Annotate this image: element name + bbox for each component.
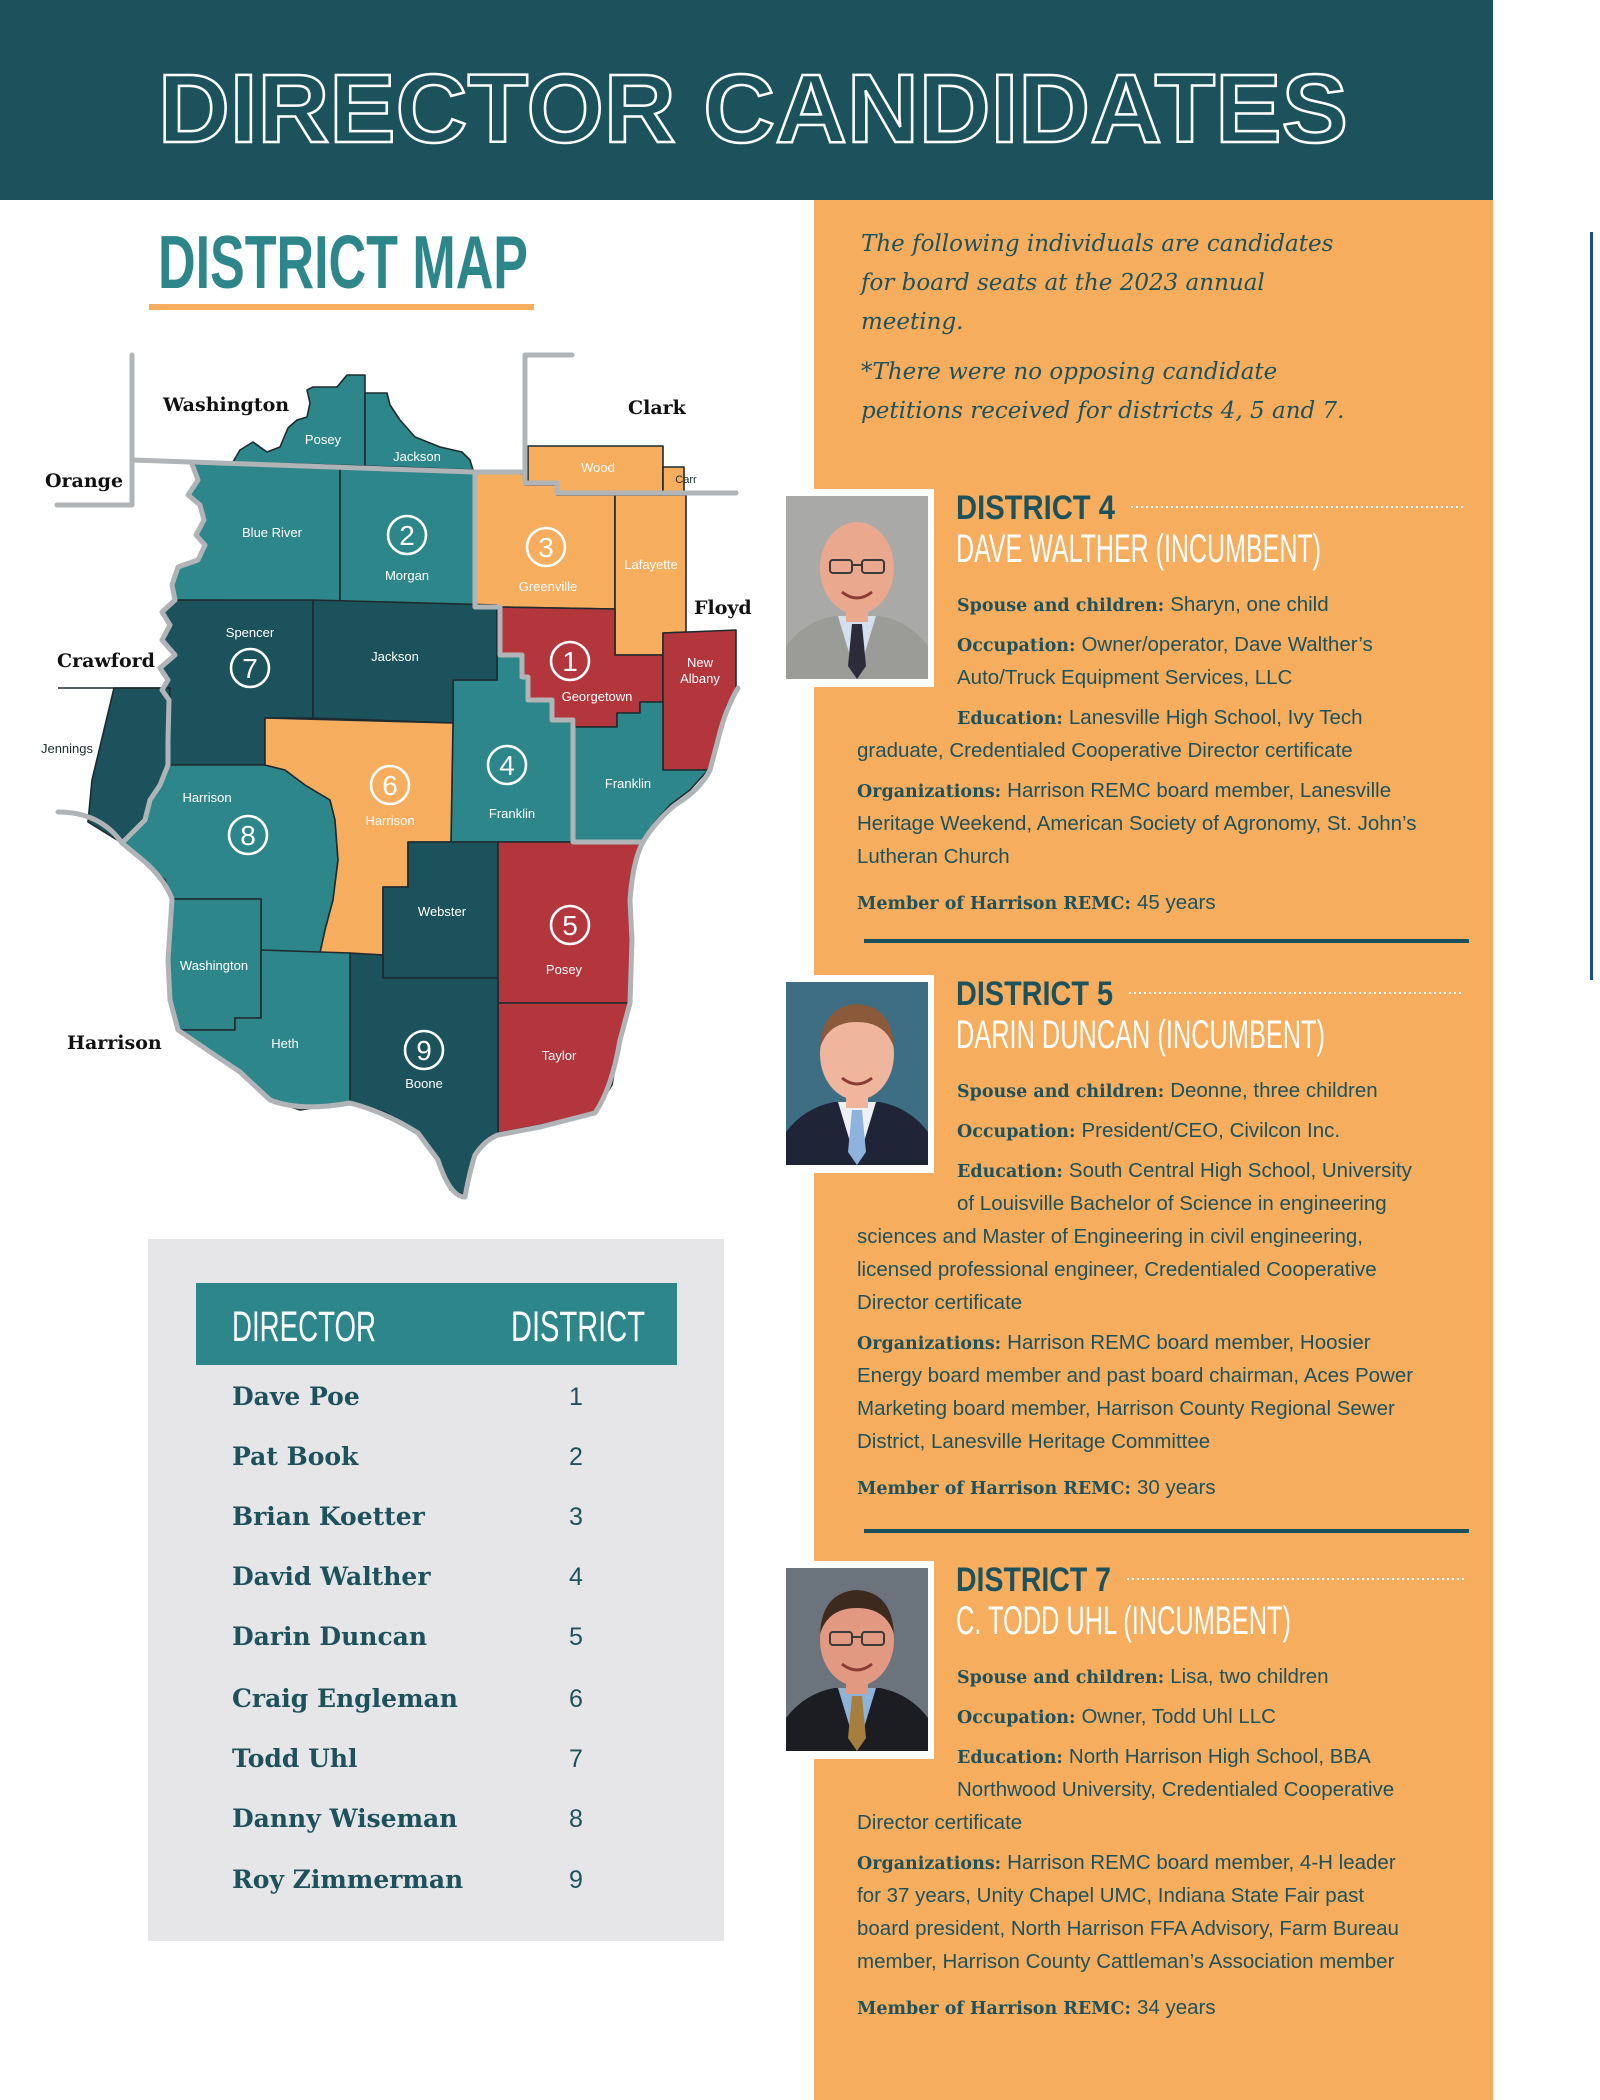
candidate-detail-line	[957, 1154, 1412, 1187]
candidate-detail-value: licensed professional engineer, Credentialed Cooperative	[857, 1257, 1377, 1281]
candidate-detail-value: District, Lanesville Heritage Committee	[857, 1429, 1211, 1453]
candidate-detail-value: Lisa, two children	[1170, 1664, 1329, 1688]
map-region-lafayette	[615, 495, 686, 655]
district-map-title: DISTRICT MAP	[158, 220, 528, 304]
table-header-row	[196, 1283, 677, 1365]
candidate-detail-value: board president, North Harrison FFA Advisory, Farm Bureau	[857, 1916, 1399, 1940]
district-number-9: 9	[416, 1035, 432, 1066]
table-row-name: Dave Poe	[232, 1382, 360, 1411]
candidate-detail-value: Deonne, three children	[1170, 1078, 1378, 1102]
township-blue-river: Blue River	[242, 525, 302, 540]
township-carr: Carr	[675, 474, 697, 486]
candidate-detail-value: 45 years	[1136, 890, 1216, 914]
candidate-detail-line	[857, 1253, 1377, 1286]
candidate-detail-value: Owner, Todd Uhl LLC	[1081, 1704, 1276, 1728]
candidate-detail-label: Education:	[957, 708, 1063, 729]
candidate-detail-line	[957, 1740, 1371, 1773]
candidate-detail-value: for 37 years, Unity Chapel UMC, Indiana State Fair past	[857, 1883, 1365, 1907]
candidate-detail-value: Harrison REMC board member, 4-H leader	[1007, 1850, 1396, 1874]
township-boone: Boone	[405, 1076, 443, 1091]
candidate-photo	[780, 975, 934, 1173]
candidate-detail-line	[857, 734, 1353, 767]
table-row-district: 5	[569, 1623, 583, 1651]
candidate-detail-label: Member of Harrison REMC:	[857, 893, 1131, 914]
candidate-detail-label: Education:	[957, 1161, 1063, 1182]
candidate-detail-value: North Harrison High School, BBA	[1068, 1744, 1371, 1768]
candidate-detail-line	[857, 1912, 1399, 1945]
township-jackson: Jackson	[371, 649, 419, 664]
candidate-detail-line	[957, 701, 1363, 734]
candidate-detail-value: 30 years	[1136, 1475, 1216, 1499]
candidate-detail-value: Sharyn, one child	[1170, 592, 1329, 616]
candidate-detail-line	[857, 886, 1216, 919]
map-region-posey-north	[233, 375, 365, 466]
township-posey-north: Posey	[304, 432, 342, 447]
candidate-detail-value: Owner/operator, Dave Walther’s	[1081, 632, 1373, 656]
candidate-name: DARIN DUNCAN (INCUMBENT)	[956, 1013, 1325, 1057]
intro-text-line: for board seats at the 2023 annual	[861, 270, 1265, 296]
candidate-detail-value: Director certificate	[857, 1290, 1023, 1314]
candidate-detail-value: Heritage Weekend, American Society of Agronomy, St. John’s	[857, 811, 1417, 835]
township-spencer: Spencer	[225, 625, 275, 640]
candidate-detail-value: Energy board member and past board chairman, Aces Power	[857, 1363, 1414, 1387]
candidate-detail-label: Organizations:	[857, 1333, 1002, 1354]
candidate-name: C. TODD UHL (INCUMBENT)	[956, 1599, 1291, 1643]
candidate-detail-line	[857, 1806, 1022, 1839]
township-harrison-8: Harrison	[182, 790, 232, 805]
candidate-detail-line	[957, 1114, 1340, 1147]
table-row-name: Craig Engleman	[232, 1684, 458, 1713]
map-region-taylor	[498, 1003, 630, 1133]
candidate-detail-value: President/CEO, Civilcon Inc.	[1081, 1118, 1341, 1142]
candidate-heading	[940, 968, 1480, 1063]
county-label-orange: Orange	[45, 470, 124, 492]
candidate-detail-label: Occupation:	[957, 635, 1076, 656]
candidate-detail-line	[957, 1187, 1387, 1220]
candidate-detail-label: Occupation:	[957, 1707, 1076, 1728]
candidate-detail-line	[857, 1879, 1364, 1912]
candidate-detail-line	[857, 1326, 1371, 1359]
candidate-detail-line	[857, 1846, 1396, 1879]
table-row-district: 7	[569, 1745, 583, 1773]
candidate-detail-line	[957, 1700, 1276, 1733]
intro-note-line: petitions received for districts 4, 5 and 7.	[861, 398, 1345, 424]
candidate-photo	[780, 1561, 934, 1759]
district-number-7: 7	[242, 653, 258, 684]
candidate-detail-value: South Central High School, University	[1068, 1158, 1412, 1182]
margin-rule	[1590, 232, 1593, 980]
page-title: DIRECTOR CANDIDATES	[158, 54, 1349, 163]
candidate-detail-value: member, Harrison County Cattleman’s Association member	[857, 1949, 1395, 1973]
candidate-detail-value: Harrison REMC board member, Lanesville	[1007, 778, 1392, 802]
table-row-name: Danny Wiseman	[232, 1804, 458, 1833]
candidate-detail-value: Director certificate	[857, 1810, 1023, 1834]
township-posey-5: Posey	[545, 962, 583, 977]
candidate-detail-value: Lanesville High School, Ivy Tech	[1068, 705, 1363, 729]
candidate-detail-line	[857, 1286, 1022, 1319]
candidate-detail-label: Spouse and children:	[957, 1081, 1165, 1102]
candidate-detail-line	[857, 1220, 1363, 1253]
county-label-harrison: Harrison	[67, 1032, 162, 1054]
candidate-detail-label: Spouse and children:	[957, 595, 1165, 616]
candidate-detail-value: Marketing board member, Harrison County Regional Sewer	[857, 1396, 1395, 1420]
township-georgetown: Georgetown	[561, 689, 633, 704]
candidate-detail-value: Harrison REMC board member, Hoosier	[1007, 1330, 1371, 1354]
township-franklin-4: Franklin	[488, 806, 536, 821]
candidate-detail-label: Spouse and children:	[957, 1667, 1165, 1688]
candidate-detail-value: graduate, Credentialed Cooperative Director certificate	[857, 738, 1353, 762]
district-number-5: 5	[562, 910, 578, 941]
candidate-detail-line	[957, 588, 1329, 621]
candidate-detail-line	[857, 1425, 1210, 1458]
district-map	[0, 0, 760, 1220]
candidate-detail-line	[857, 1471, 1216, 1504]
table-row-name: Darin Duncan	[232, 1622, 428, 1651]
candidate-detail-value: 34 years	[1136, 1995, 1216, 2019]
table-row-district: 3	[569, 1503, 583, 1531]
candidate-district-label: DISTRICT 5	[956, 975, 1113, 1013]
candidate-detail-value: Lutheran Church	[857, 844, 1010, 868]
table-row-name: David Walther	[232, 1562, 431, 1591]
district-number-4: 4	[499, 750, 515, 781]
candidate-detail-line	[957, 1074, 1378, 1107]
candidate-detail-value: Auto/Truck Equipment Services, LLC	[957, 665, 1293, 689]
candidate-detail-value: of Louisville Bachelor of Science in engineering	[957, 1191, 1387, 1215]
county-label-clark: Clark	[628, 397, 686, 419]
intro-text-line: meeting.	[861, 309, 964, 335]
intro-note-line: *There were no opposing candidate	[861, 359, 1278, 385]
township-webster: Webster	[417, 904, 467, 919]
candidate-detail-label: Occupation:	[957, 1121, 1076, 1142]
candidate-detail-label: Organizations:	[857, 781, 1002, 802]
district-number-2: 2	[399, 520, 415, 551]
district-number-1: 1	[562, 646, 578, 677]
candidate-detail-label: Member of Harrison REMC:	[857, 1998, 1131, 2019]
section-divider	[864, 1529, 1469, 1533]
candidate-detail-line	[957, 628, 1373, 661]
candidate-detail-line	[857, 774, 1391, 807]
table-row-name: Brian Koetter	[232, 1502, 425, 1531]
candidate-detail-line	[957, 661, 1292, 694]
county-label-floyd: Floyd	[694, 597, 752, 619]
table-row-name: Pat Book	[232, 1442, 359, 1471]
township-greenville: Greenville	[518, 579, 578, 594]
candidate-detail-value: sciences and Master of Engineering in civil engineering,	[857, 1224, 1363, 1248]
table-row-name: Roy Zimmerman	[232, 1865, 464, 1894]
township-new-albany-line2: Albany	[680, 671, 720, 686]
candidate-detail-line	[957, 1773, 1394, 1806]
table-row-district: 2	[569, 1443, 583, 1471]
township-jennings: Jennings	[40, 741, 94, 756]
candidate-district-label: DISTRICT 7	[956, 1561, 1111, 1599]
candidate-district-label: DISTRICT 4	[956, 489, 1116, 527]
table-row-district: 4	[569, 1563, 583, 1591]
township-taylor: Taylor	[541, 1048, 577, 1063]
candidate-detail-line	[857, 807, 1417, 840]
table-row-district: 6	[569, 1685, 583, 1713]
candidate-detail-label: Member of Harrison REMC:	[857, 1478, 1131, 1499]
township-jackson-north: Jackson	[393, 449, 441, 464]
candidate-detail-label: Organizations:	[857, 1853, 1002, 1874]
table-row-district: 9	[569, 1866, 583, 1894]
district-number-8: 8	[240, 820, 256, 851]
candidate-name: DAVE WALTHER (INCUMBENT)	[956, 527, 1321, 571]
table-header-district: DISTRICT	[511, 1303, 645, 1351]
candidate-detail-line	[857, 1945, 1394, 1978]
table-row-district: 8	[569, 1805, 583, 1833]
candidate-heading	[940, 482, 1480, 577]
township-lafayette: Lafayette	[624, 557, 678, 572]
table-row-name: Todd Uhl	[232, 1744, 358, 1773]
candidate-detail-line	[857, 1392, 1395, 1425]
intro-text-line: The following individuals are candidates	[861, 231, 1334, 257]
township-morgan: Morgan	[384, 568, 430, 583]
district-number-6: 6	[382, 770, 398, 801]
candidate-photo	[780, 489, 934, 687]
township-heth: Heth	[271, 1036, 299, 1051]
table-row-district: 1	[569, 1383, 583, 1411]
township-harrison-6: Harrison	[365, 813, 415, 828]
township-franklin-east: Franklin	[604, 776, 652, 791]
table-header-director: DIRECTOR	[232, 1303, 376, 1351]
candidate-detail-label: Education:	[957, 1747, 1063, 1768]
township-new-albany-line1: New	[686, 655, 714, 670]
candidate-heading	[940, 1554, 1480, 1649]
candidate-detail-line	[857, 840, 1010, 873]
candidate-detail-value: Northwood University, Credentialed Cooperative	[957, 1777, 1395, 1801]
county-label-washington: Washington	[163, 394, 290, 416]
section-divider	[864, 939, 1469, 943]
candidate-detail-line	[857, 1359, 1413, 1392]
county-label-crawford: Crawford	[57, 650, 155, 672]
candidate-detail-line	[957, 1660, 1329, 1693]
table-header-svg	[196, 1283, 677, 1365]
district-number-3: 3	[538, 532, 554, 563]
township-washington: Washington	[179, 958, 249, 973]
township-wood: Wood	[581, 460, 615, 475]
map-region-new-albany	[663, 630, 736, 770]
candidate-detail-line	[857, 1991, 1216, 2024]
